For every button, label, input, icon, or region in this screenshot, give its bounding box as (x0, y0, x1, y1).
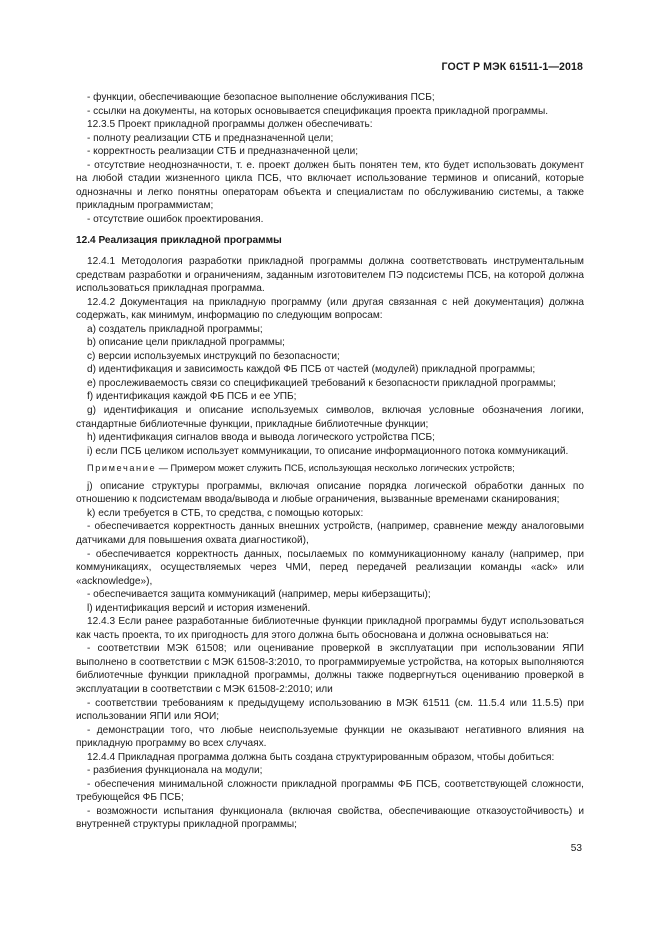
list-item: d) идентификация и зависимость каждой ФБ ПСБ от частей (модулей) прикладной программы; (87, 364, 536, 376)
page-number: 53 (570, 843, 582, 854)
paragraph: 12.4.3 Если ранее разработанные библиотечные функции прикладной программы будут использоваться как часть проекта, то их пригодность для этого должна быть обоснована и должна основываться на: (76, 616, 584, 641)
list-item: h) идентификация сигналов ввода и вывода логического устройства ПСБ; (87, 432, 435, 444)
list-item: i) если ПСБ целиком использует коммуникации, то описание информационного потока коммуникаций. (87, 445, 569, 457)
paragraph: 12.4.4 Прикладная программа должна быть создана структурированным образом, чтобы добиться: (87, 751, 555, 763)
paragraph: - соответствии требованиям к предыдущему использованию в МЭК 61511 (см. 11.5.4 или 11.5.5) при использовании ЯПИ или ЯОИ; (76, 697, 584, 723)
note-text: — Примером может служить ПСБ, использующая несколько логических устройств; (158, 463, 515, 474)
paragraph: 12.3.5 Проект прикладной программы должен обеспечивать: (87, 119, 373, 131)
section-heading: 12.4 Реализация прикладной программы (76, 235, 282, 247)
paragraph: - ссылки на документы, на которых основывается спецификация проекта прикладной программы. (87, 105, 549, 117)
list-item: a) создатель прикладной программы; (87, 323, 263, 335)
paragraph: - полноту реализации СТБ и предназначенной цели; (87, 132, 334, 144)
list-item: l) идентификация версий и история изменений. (87, 602, 311, 614)
paragraph: 12.4.1 Методология разработки прикладной программы должна соответствовать инструментальным средствам разработки и ограничениям, заданным изготовителем ПЭ подсистемы ПСБ, на которой должна использоваться прикладная программа. (76, 256, 584, 295)
list-item: f) идентификация каждой ФБ ПСБ и ее УПБ; (87, 391, 297, 403)
paragraph: 12.4.2 Документация на прикладную программу (или другая связанная с ней документация) должна содержать, как минимум, информацию по следующим вопросам: (76, 296, 584, 322)
list-item: - обеспечивается защита коммуникаций (например, меры киберзащиты); (87, 589, 431, 601)
paragraph: - демонстрации того, что любые неиспользуемые функции не оказывают негативного влияния на прикладную программу во всех случаях. (76, 724, 584, 750)
paragraph: - разбиения функционала на модули; (87, 765, 263, 777)
paragraph: - обеспечения минимальной сложности прикладной программы ФБ ПСБ, соответствующей сложности, требующейся ФБ ПСБ; (76, 778, 584, 804)
paragraph: - возможности испытания функционала (включая свойства, обеспечивающие отказоустойчивость) и внутренней структуры прикладной программы; (76, 805, 584, 831)
paragraph: - отсутствие ошибок проектирования. (87, 213, 264, 225)
list-item: k) если требуется в СТБ, то средства, с помощью которых: (87, 507, 364, 519)
paragraph: - отсутствие неоднозначности, т. е. проект должен быть понятен тем, кто будет использовать документ на любой стадии жизненного цикла ПСБ, что включает использование терминов и описаний, которые однозначны и легко понятны операторам объекта и специалистам по обслуживанию системы, а также прикладным программистам; (76, 159, 584, 212)
list-item: - обеспечивается корректность данных внешних устройств, (например, сравнение между аналоговыми датчиками для повышения охвата диагностикой), (76, 521, 584, 546)
document-header: ГОСТ Р МЭК 61511-1—2018 (441, 61, 583, 73)
list-item: e) прослеживаемость связи со спецификацией требований к безопасности прикладной программы; (87, 377, 556, 389)
paragraph: - соответствии МЭК 61508; или оценивание проверкой в эксплуатации при использовании ЯПИ выполнено в соответствии с МЭК 61508-3:2010, то программируемые устройства, на которых выполняются библиотечные функции прикладной программы, должны также подвергнуться оцениванию проверкой в эксплуатации в соответствии с МЭК 61508-2:2010; или (76, 643, 584, 695)
paragraph: - корректность реализации СТБ и предназначенной цели; (87, 146, 359, 158)
note (76, 462, 584, 476)
list-item: - обеспечивается корректность данных, посылаемых по коммуникационному каналу (например, при коммуникациях, осуществляемых через ЧМИ, перед передачей реализации команды «ack» или «acknowledge»), (76, 548, 584, 587)
list-item: g) идентификация и описание используемых символов, включая условные обозначения логики, стандартные библиотечные функции, прикладные библиотечные функции; (76, 405, 584, 430)
list-item: c) версии используемых инструкций по безопасности; (87, 350, 340, 362)
list-item: b) описание цели прикладной программы; (87, 337, 285, 349)
note-label: Примечание (87, 463, 157, 474)
paragraph: - функции, обеспечивающие безопасное выполнение обслуживания ПСБ; (87, 92, 435, 103)
list-item: j) описание структуры программы, включая описание порядка логической обработки данных по отношению к подсистемам ввода/вывода и любые ограничения, вызванные временами сканирования; (76, 480, 584, 506)
document-body (76, 91, 584, 832)
